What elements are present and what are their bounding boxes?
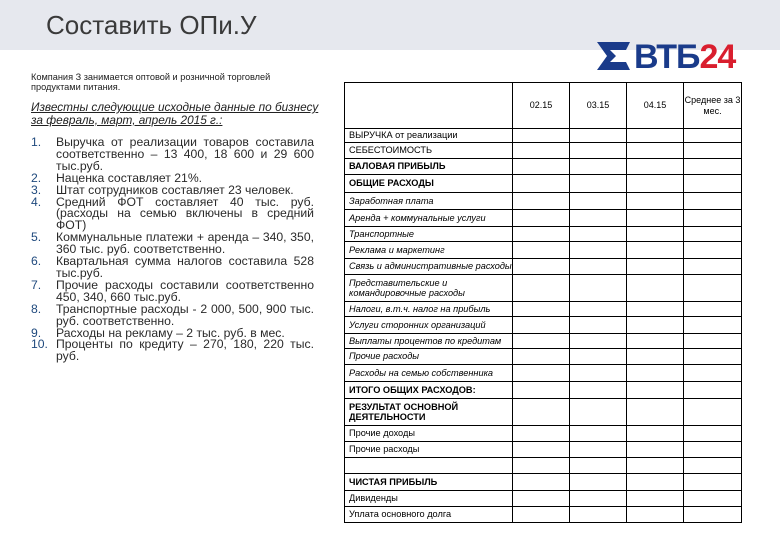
table-row <box>345 143 742 159</box>
table-row <box>345 175 742 193</box>
value-cell[interactable] <box>513 259 570 275</box>
condition-text: Наценка составляет 21%. <box>56 170 203 185</box>
value-cell[interactable] <box>684 507 742 523</box>
value-cell[interactable] <box>513 442 570 458</box>
row-label: Прочие расходы <box>345 349 513 365</box>
value-cell[interactable] <box>627 210 684 227</box>
condition-number: 8. <box>31 301 42 316</box>
value-cell[interactable] <box>627 399 684 426</box>
vtb24-logo <box>594 36 754 80</box>
table-row <box>345 365 742 382</box>
income-statement-table <box>344 82 742 523</box>
value-cell[interactable] <box>684 175 742 193</box>
condition-item <box>31 194 314 233</box>
value-cell[interactable] <box>570 129 627 143</box>
value-cell[interactable] <box>570 507 627 523</box>
condition-item <box>31 137 314 173</box>
row-label: Реклама и маркетинг <box>345 242 513 259</box>
value-cell[interactable] <box>684 193 742 210</box>
value-cell[interactable] <box>513 334 570 349</box>
table-row <box>345 458 742 474</box>
condition-text: Прочие расходы составили соответственно 450, 340, 660 тыс.руб. <box>56 277 314 304</box>
value-cell[interactable] <box>570 365 627 382</box>
condition-text: Выручка от реализации товаров составила соответственно – 13 400, 18 600 и 29 600 тыс.руб. <box>56 135 314 173</box>
row-label: Прочие расходы <box>345 442 513 458</box>
value-cell[interactable] <box>684 458 742 474</box>
value-cell[interactable] <box>513 365 570 382</box>
row-label: Аренда + коммунальные услуги <box>345 210 513 227</box>
row-label: ВЫРУЧКА от реализации <box>345 129 513 143</box>
condition-number: 6. <box>31 254 42 269</box>
value-cell[interactable] <box>570 349 627 365</box>
table-row <box>345 259 742 275</box>
condition-number: 7. <box>31 277 42 292</box>
column-header: 04.15 <box>627 83 684 129</box>
value-cell[interactable] <box>513 242 570 259</box>
value-cell[interactable] <box>684 442 742 458</box>
condition-text: Средний ФОТ составляет 40 тыс. руб. (расходы на семью включены в средний ФОТ) <box>56 194 314 233</box>
task-intro: Компания З занимается оптовой и розничной торговлей продуктами питания. <box>31 72 271 92</box>
value-cell[interactable] <box>627 242 684 259</box>
value-cell[interactable] <box>627 193 684 210</box>
value-cell[interactable] <box>570 426 627 442</box>
logo-brand-number: 24 <box>699 38 736 76</box>
value-cell[interactable] <box>513 159 570 175</box>
table-row <box>345 159 742 175</box>
value-cell[interactable] <box>513 426 570 442</box>
row-label: Уплата основного долга <box>345 507 513 523</box>
condition-number: 9. <box>31 325 42 340</box>
condition-text: Проценты по кредиту – 270, 180, 220 тыс. руб. <box>56 337 314 364</box>
value-cell[interactable] <box>513 491 570 507</box>
value-cell[interactable] <box>627 474 684 491</box>
row-label: РЕЗУЛЬТАТ ОСНОВНОЙ ДЕЯТЕЛЬНОСТИ <box>345 399 513 426</box>
value-cell[interactable] <box>570 159 627 175</box>
table-row <box>345 317 742 334</box>
value-cell[interactable] <box>513 317 570 334</box>
condition-item <box>31 232 314 256</box>
value-cell[interactable] <box>570 242 627 259</box>
condition-item <box>31 277 314 304</box>
value-cell[interactable] <box>570 259 627 275</box>
value-cell[interactable] <box>684 143 742 159</box>
value-cell[interactable] <box>684 349 742 365</box>
table-header-row <box>345 83 742 129</box>
condition-text: Коммунальные платежи + аренда – 340, 350, 360 тыс. руб. соответственно. <box>56 230 314 257</box>
value-cell[interactable] <box>513 507 570 523</box>
value-cell[interactable] <box>684 365 742 382</box>
table-row <box>345 399 742 426</box>
value-cell[interactable] <box>627 159 684 175</box>
value-cell[interactable] <box>684 334 742 349</box>
column-header: Среднее за 3 мес. <box>684 83 742 129</box>
row-label: Транспортные <box>345 227 513 242</box>
row-label <box>345 458 513 474</box>
value-cell[interactable] <box>570 275 627 302</box>
row-label: Представительские и командировочные расходы <box>345 275 513 302</box>
value-cell[interactable] <box>627 302 684 317</box>
row-label: Расходы на семью собственника <box>345 365 513 382</box>
value-cell[interactable] <box>513 275 570 302</box>
value-cell[interactable] <box>570 210 627 227</box>
value-cell[interactable] <box>627 349 684 365</box>
table-row <box>345 275 742 302</box>
value-cell[interactable] <box>684 426 742 442</box>
value-cell[interactable] <box>627 317 684 334</box>
value-cell[interactable] <box>627 442 684 458</box>
value-cell[interactable] <box>513 129 570 143</box>
value-cell[interactable] <box>570 399 627 426</box>
table-row <box>345 426 742 442</box>
value-cell[interactable] <box>627 507 684 523</box>
value-cell[interactable] <box>513 302 570 317</box>
table-row <box>345 474 742 491</box>
row-label: Заработная плата <box>345 193 513 210</box>
value-cell[interactable] <box>570 302 627 317</box>
value-cell[interactable] <box>627 334 684 349</box>
row-label: Дивиденды <box>345 491 513 507</box>
value-cell[interactable] <box>513 175 570 193</box>
row-label: ОБЩИЕ РАСХОДЫ <box>345 175 513 193</box>
value-cell[interactable] <box>627 175 684 193</box>
value-cell[interactable] <box>570 227 627 242</box>
value-cell[interactable] <box>627 275 684 302</box>
value-cell[interactable] <box>570 491 627 507</box>
value-cell[interactable] <box>684 399 742 426</box>
table-row <box>345 242 742 259</box>
condition-text: Штат сотрудников составляет 23 человек. <box>56 182 294 197</box>
value-cell[interactable] <box>684 210 742 227</box>
value-cell[interactable] <box>627 227 684 242</box>
value-cell[interactable] <box>627 129 684 143</box>
logo-brand: ВТБ <box>634 38 700 76</box>
table-row <box>345 193 742 210</box>
condition-text: Расходы на рекламу – 2 тыс. руб. в мес. <box>56 325 285 340</box>
row-label: ВАЛОВАЯ ПРИБЫЛЬ <box>345 159 513 175</box>
table-row <box>345 334 742 349</box>
value-cell[interactable] <box>513 458 570 474</box>
row-label: Выплаты процентов по кредитам <box>345 334 513 349</box>
value-cell[interactable] <box>570 458 627 474</box>
column-header: 03.15 <box>570 83 627 129</box>
row-label: СЕБЕСТОИМОСТЬ <box>345 143 513 159</box>
table-row <box>345 382 742 399</box>
vtb-flag-icon <box>594 38 634 78</box>
row-label: ИТОГО ОБЩИХ РАСХОДОВ: <box>345 382 513 399</box>
table-row <box>345 210 742 227</box>
value-cell[interactable] <box>684 275 742 302</box>
condition-number: 5. <box>31 230 42 245</box>
value-cell[interactable] <box>684 242 742 259</box>
value-cell[interactable] <box>684 382 742 399</box>
value-cell[interactable] <box>684 159 742 175</box>
value-cell[interactable] <box>627 426 684 442</box>
row-label: ЧИСТАЯ ПРИБЫЛЬ <box>345 474 513 491</box>
row-label: Прочие доходы <box>345 426 513 442</box>
known-data-heading: Известны следующие исходные данные по бизнесу за февраль, март, апрель 2015 г.: <box>31 100 319 127</box>
value-cell[interactable] <box>513 227 570 242</box>
condition-number: 3. <box>31 182 42 197</box>
value-cell[interactable] <box>684 474 742 491</box>
value-cell[interactable] <box>513 210 570 227</box>
column-header: 02.15 <box>513 83 570 129</box>
value-cell[interactable] <box>513 193 570 210</box>
value-cell[interactable] <box>570 442 627 458</box>
table-row <box>345 491 742 507</box>
row-label: Услуги сторонних организаций <box>345 317 513 334</box>
condition-number: 2. <box>31 170 42 185</box>
condition-number: 1. <box>31 135 42 149</box>
value-cell[interactable] <box>627 143 684 159</box>
table-row <box>345 507 742 523</box>
table-row <box>345 442 742 458</box>
value-cell[interactable] <box>684 259 742 275</box>
value-cell[interactable] <box>513 399 570 426</box>
value-cell[interactable] <box>570 334 627 349</box>
slide-title: Составить ОПи.У <box>46 10 257 40</box>
value-cell[interactable] <box>684 129 742 143</box>
value-cell[interactable] <box>513 143 570 159</box>
condition-text: Квартальная сумма налогов составила 528 тыс.руб. <box>56 254 314 280</box>
condition-item <box>31 339 314 363</box>
conditions-list <box>31 137 314 363</box>
condition-number: 4. <box>31 194 42 209</box>
value-cell[interactable] <box>570 143 627 159</box>
value-cell[interactable] <box>570 382 627 399</box>
value-cell[interactable] <box>684 227 742 242</box>
value-cell[interactable] <box>627 458 684 474</box>
row-label: Связь и административные расходы <box>345 259 513 275</box>
table-row <box>345 227 742 242</box>
value-cell[interactable] <box>684 491 742 507</box>
table-row <box>345 302 742 317</box>
value-cell[interactable] <box>627 365 684 382</box>
value-cell[interactable] <box>513 474 570 491</box>
vtb24-logo-text <box>634 38 735 77</box>
table-row <box>345 129 742 143</box>
value-cell[interactable] <box>513 382 570 399</box>
value-cell[interactable] <box>627 491 684 507</box>
condition-text: Транспортные расходы - 2 000, 500, 900 тыс. руб. соответственно. <box>56 301 314 328</box>
condition-number: 10. <box>31 337 48 352</box>
value-cell[interactable] <box>570 175 627 193</box>
value-cell[interactable] <box>627 259 684 275</box>
condition-item <box>31 256 314 280</box>
condition-item <box>31 301 314 328</box>
value-cell[interactable] <box>627 382 684 399</box>
value-cell[interactable] <box>570 474 627 491</box>
table-row <box>345 349 742 365</box>
row-label: Налоги, в.т.ч. налог на прибыль <box>345 302 513 317</box>
value-cell[interactable] <box>570 193 627 210</box>
header-label-cell <box>345 83 513 129</box>
value-cell[interactable] <box>684 317 742 334</box>
value-cell[interactable] <box>513 349 570 365</box>
value-cell[interactable] <box>684 302 742 317</box>
value-cell[interactable] <box>570 317 627 334</box>
